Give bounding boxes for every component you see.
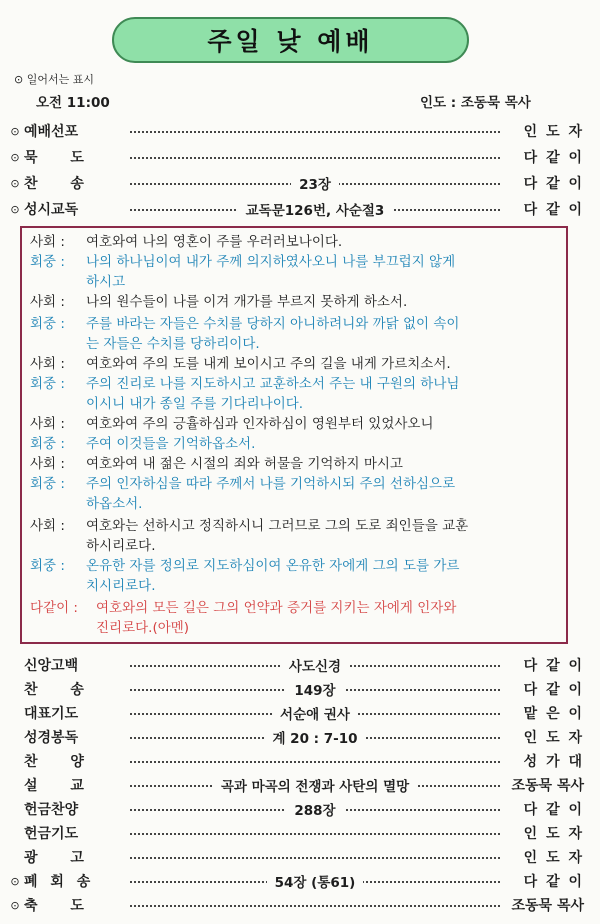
order-item-detail: 서순애 권사: [272, 703, 358, 723]
standing-mark-icon: ⊙: [10, 124, 20, 138]
reading-text: 온유한 자를 정의로 지도하심이여 온유한 자에게 그의 도를 가르: [86, 558, 460, 574]
order-item-person: 조동묵 목사: [511, 898, 584, 914]
reading-line: [30, 354, 565, 374]
order-item-person: 다 같 이: [523, 202, 584, 218]
order-item: [6, 172, 584, 194]
reading-line: [30, 252, 565, 292]
order-item-detail: 곡과 마곡의 전쟁과 사탄의 멸망: [213, 775, 417, 795]
reading-text: 치시리로다.: [86, 578, 156, 594]
reading-speaker: 사회 :: [30, 356, 65, 372]
reading-text: 하시고: [86, 274, 126, 290]
reading-text: 여호와여 나의 영혼이 주를 우러러보나이다.: [86, 234, 343, 250]
reading-line: [30, 454, 565, 474]
dot-leader: [130, 654, 500, 676]
order-item-person: 맡 은 이: [523, 706, 584, 722]
reading-text: 주의 인자하심을 따라 주께서 나를 기억하시되 주의 선하심으로: [86, 476, 456, 492]
reading-speaker: 사회 :: [30, 234, 65, 250]
order-item-label: 헌금찬양: [24, 802, 79, 818]
order-item-person: 인 도 자: [523, 850, 584, 866]
reading-speaker: 사회 :: [30, 518, 65, 534]
reading-line: [30, 556, 565, 596]
reading-line: [30, 374, 565, 414]
reading-text: 여호와여 주의 긍휼하심과 인자하심이 영원부터 있었사오니: [86, 416, 434, 432]
service-time: 오전 11:00: [36, 95, 110, 111]
order-item-person: 다 같 이: [523, 658, 584, 674]
order-item-label: 성시교독: [24, 202, 79, 218]
dot-leader: [130, 822, 500, 844]
order-item-label: 성경봉독: [24, 730, 79, 746]
order-item-person: 인 도 자: [523, 826, 584, 842]
order-item-detail: 교독문126번, 사순절3: [238, 199, 393, 219]
order-item-label: 예배선포: [24, 124, 79, 140]
dot-leader: [130, 870, 500, 892]
standing-mark-icon: ⊙: [10, 150, 20, 164]
reading-text: 여호와여 주의 도를 내게 보이시고 주의 길을 내게 가르치소서.: [86, 356, 451, 372]
dot-leader: [130, 198, 500, 220]
order-item: [6, 146, 584, 168]
reading-text: 주의 진리로 나를 지도하시고 교훈하소서 주는 내 구원의 하나님: [86, 376, 460, 392]
order-item-person: 다 같 이: [523, 176, 584, 192]
reading-text: 여호와의 모든 길은 그의 언약과 증거를 지키는 자에게 인자와: [96, 600, 457, 616]
dot-leader: [130, 702, 500, 724]
reading-text: 나의 원수들이 나를 이겨 개가를 부르지 못하게 하소서.: [86, 294, 408, 310]
order-item-person: 다 같 이: [523, 150, 584, 166]
dot-leader: [130, 678, 500, 700]
order-item: [6, 654, 584, 676]
standing-mark-icon: ⊙: [14, 73, 24, 86]
order-item: [6, 726, 584, 748]
order-item-person: 인 도 자: [523, 124, 584, 140]
reading-speaker: 회중 :: [30, 476, 65, 492]
order-item: [6, 870, 584, 892]
reading-line: [30, 314, 565, 354]
reading-line: [30, 598, 565, 638]
dot-leader: [130, 120, 500, 142]
reading-speaker: 회중 :: [30, 436, 65, 452]
standing-legend-text: 일어서는 표시: [26, 73, 94, 86]
order-item-detail: 계 20 : 7-10: [264, 727, 365, 747]
order-item: [6, 198, 584, 220]
order-item-person: 다 같 이: [523, 874, 584, 890]
order-item-label: 광 고: [24, 850, 98, 866]
reading-speaker: 사회 :: [30, 456, 65, 472]
order-item: [6, 822, 584, 844]
order-item: [6, 750, 584, 772]
page-title: 주일 낮 예배: [112, 17, 469, 63]
order-item-label: 찬 송: [24, 176, 98, 192]
order-item-person: 조동묵 목사: [511, 778, 584, 794]
standing-mark-icon: ⊙: [10, 898, 20, 912]
dot-leader: [130, 146, 500, 168]
standing-mark-icon: ⊙: [10, 202, 20, 216]
order-item: [6, 702, 584, 724]
order-item-label: 축 도: [24, 898, 98, 914]
dot-leader: [130, 774, 500, 796]
reading-text: 하옵소서.: [86, 496, 143, 512]
order-item: [6, 798, 584, 820]
order-item-detail: 54장 (통61): [267, 871, 364, 891]
order-item-label: 묵 도: [24, 150, 98, 166]
standing-mark-icon: ⊙: [10, 874, 20, 888]
dot-leader: [130, 894, 500, 916]
reading-text: 나의 하나님이여 내가 주께 의지하였사오니 나를 부끄럽지 않게: [86, 254, 456, 270]
reading-speaker: 다같이 :: [30, 600, 78, 616]
order-item-person: 인 도 자: [523, 730, 584, 746]
reading-text: 여호와는 선하시고 정직하시니 그러므로 그의 도로 죄인들을 교훈: [86, 518, 469, 534]
order-item-detail: 288장: [286, 799, 343, 819]
reading-line: [30, 516, 565, 556]
order-item-detail: 사도신경: [281, 655, 349, 675]
order-item-detail: 149장: [286, 679, 343, 699]
order-item: [6, 120, 584, 142]
reading-speaker: 회중 :: [30, 558, 65, 574]
reading-line: [30, 434, 565, 454]
order-item-detail: 23장: [291, 173, 339, 193]
reading-text: 진리로다.(아멘): [96, 620, 190, 636]
reading-line: [30, 292, 565, 312]
dot-leader: [130, 172, 500, 194]
order-item-label: 폐 회 송: [24, 874, 95, 890]
reading-speaker: 회중 :: [30, 316, 65, 332]
reading-text: 는 자들은 수치를 당하리이다.: [86, 336, 260, 352]
reading-line: [30, 232, 565, 252]
reading-line: [30, 474, 565, 514]
reading-speaker: 사회 :: [30, 416, 65, 432]
standing-legend: [14, 71, 94, 87]
order-item: [6, 774, 584, 796]
order-item-label: 신앙고백: [24, 658, 79, 674]
dot-leader: [130, 750, 500, 772]
dot-leader: [130, 798, 500, 820]
dot-leader: [130, 726, 500, 748]
order-item-label: 헌금기도: [24, 826, 79, 842]
order-item-label: 찬 송: [24, 682, 98, 698]
reading-speaker: 회중 :: [30, 254, 65, 270]
reading-text: 주여 이것들을 기억하옵소서.: [86, 436, 256, 452]
reading-text: 여호와여 내 젊은 시절의 죄와 허물을 기억하지 마시고: [86, 456, 403, 472]
dot-leader: [130, 846, 500, 868]
order-item-person: 다 같 이: [523, 682, 584, 698]
order-item: [6, 894, 584, 916]
reading-text: 주를 바라는 자들은 수치를 당하지 아니하려니와 까닭 없이 속이: [86, 316, 460, 332]
order-item-label: 대표기도: [24, 706, 79, 722]
reading-speaker: 사회 :: [30, 294, 65, 310]
order-item-label: 설 교: [24, 778, 98, 794]
order-item-person: 다 같 이: [523, 802, 584, 818]
order-item-label: 찬 양: [24, 754, 98, 770]
reading-text: 이시니 내가 종일 주를 기다리나이다.: [86, 396, 304, 412]
reading-speaker: 회중 :: [30, 376, 65, 392]
reading-text: 하시리로다.: [86, 538, 156, 554]
reading-line: [30, 414, 565, 434]
order-item: [6, 678, 584, 700]
order-item: [6, 846, 584, 868]
standing-mark-icon: ⊙: [10, 176, 20, 190]
order-item-person: 성 가 대: [523, 754, 584, 770]
service-presider: 인도 : 조동묵 목사: [420, 95, 531, 111]
